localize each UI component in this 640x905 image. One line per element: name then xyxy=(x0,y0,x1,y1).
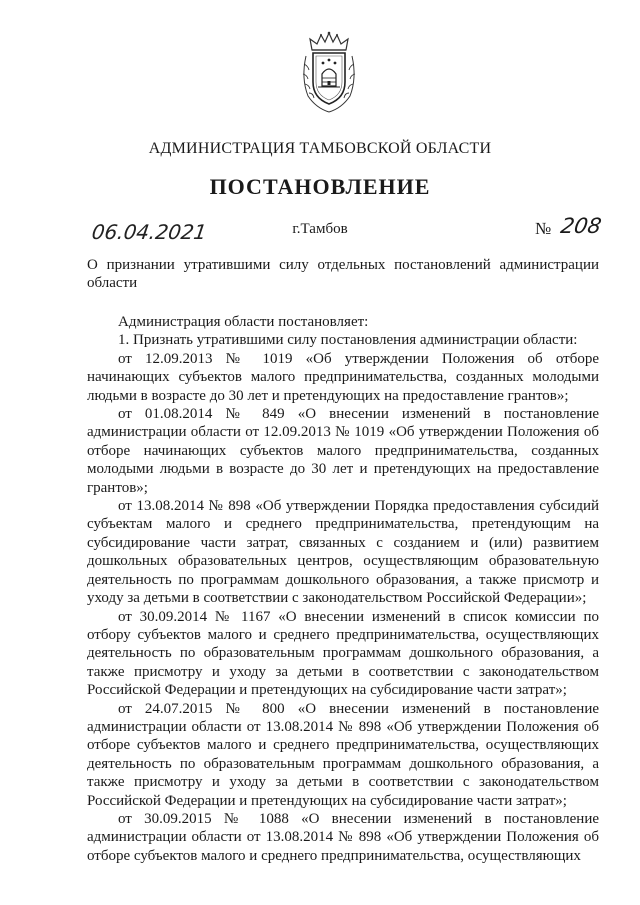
document-number: 208 xyxy=(558,214,604,238)
document-body xyxy=(87,313,599,865)
body-paragraph-preamble: Администрация области постановляет: xyxy=(118,314,369,330)
body-paragraph-repealed-1019: от 12.09.2013 № 1019 «Об утверждении Положения об отборе начинающих субъектов малого предпринимательства, созданных молодыми людьми в возрасте до 30 лет и претендующих на предоставление грантов»; xyxy=(87,350,599,404)
document-city: г.Тамбов xyxy=(292,221,348,237)
body-paragraph-repealed-898: от 13.08.2014 № 898 «Об утверждении Порядка предоставления субсидий субъектам малого и среднего предпринимательства, претендующим на субсидирование части затрат, связанных с созданием и (или) развитием дошкольных образовательных центров, осуществляющим образовательную деятельность по программам дошкольного образования, а также присмотр и уходу за детьми в соответствии с законодательством Российской Федерации»; xyxy=(87,498,599,607)
document-number-label: № xyxy=(535,219,552,238)
organization-name: АДМИНИСТРАЦИЯ ТАМБОВСКОЙ ОБЛАСТИ xyxy=(148,140,492,157)
tambov-coat-of-arms-icon xyxy=(300,30,358,114)
body-paragraph-repealed-1088: от 30.09.2015 № 1088 «О внесении изменений в постановление администрации области от 13.08.2014 № 898 «Об утверждении Положения об отборе субъектов малого и среднего предпринимательства, осуществляющих xyxy=(87,810,599,864)
document-date: 06.04.2021 xyxy=(90,220,209,244)
body-paragraph-item-1: 1. Признать утратившими силу постановления администрации области: xyxy=(118,332,578,349)
document-subject: О признании утратившими силу отдельных постановлений администрации области xyxy=(87,257,599,291)
body-paragraph-repealed-800: от 24.07.2015 № 800 «О внесении изменений в постановление администрации области от 13.08.2014 № 898 «Об утверждении Положения об отборе субъектов малого и среднего предпринимательства, осуществляющих деятельность по образовательным программам дошкольного образования, а также присмотру и уходу за детьми в соответствии с законодательством Российской Федерации и претендующих на субсидирование части затрат»; xyxy=(87,700,599,809)
body-paragraph-repealed-1167: от 30.09.2014 № 1167 «О внесении изменений в список комиссии по отбору субъектов малого и среднего предпринимательства, осуществляющих деятельность по образовательным программам дошкольного образования, а также присмотру и уходу за детьми в соответствии с законодательством Российской Федерации и претендующих на субсидирование части затрат»; xyxy=(87,608,599,699)
body-paragraph-repealed-849: от 01.08.2014 № 849 «О внесении изменений в постановление администрации области от 12.09.2013 № 1019 «Об утверждении Положения об отборе начинающих субъектов малого предпринимательства, созданных молодыми людьми в возрасте до 30 лет и претендующих на предоставление грантов»; xyxy=(87,406,599,496)
document-type-title: ПОСТАНОВЛЕНИЕ xyxy=(209,174,431,199)
